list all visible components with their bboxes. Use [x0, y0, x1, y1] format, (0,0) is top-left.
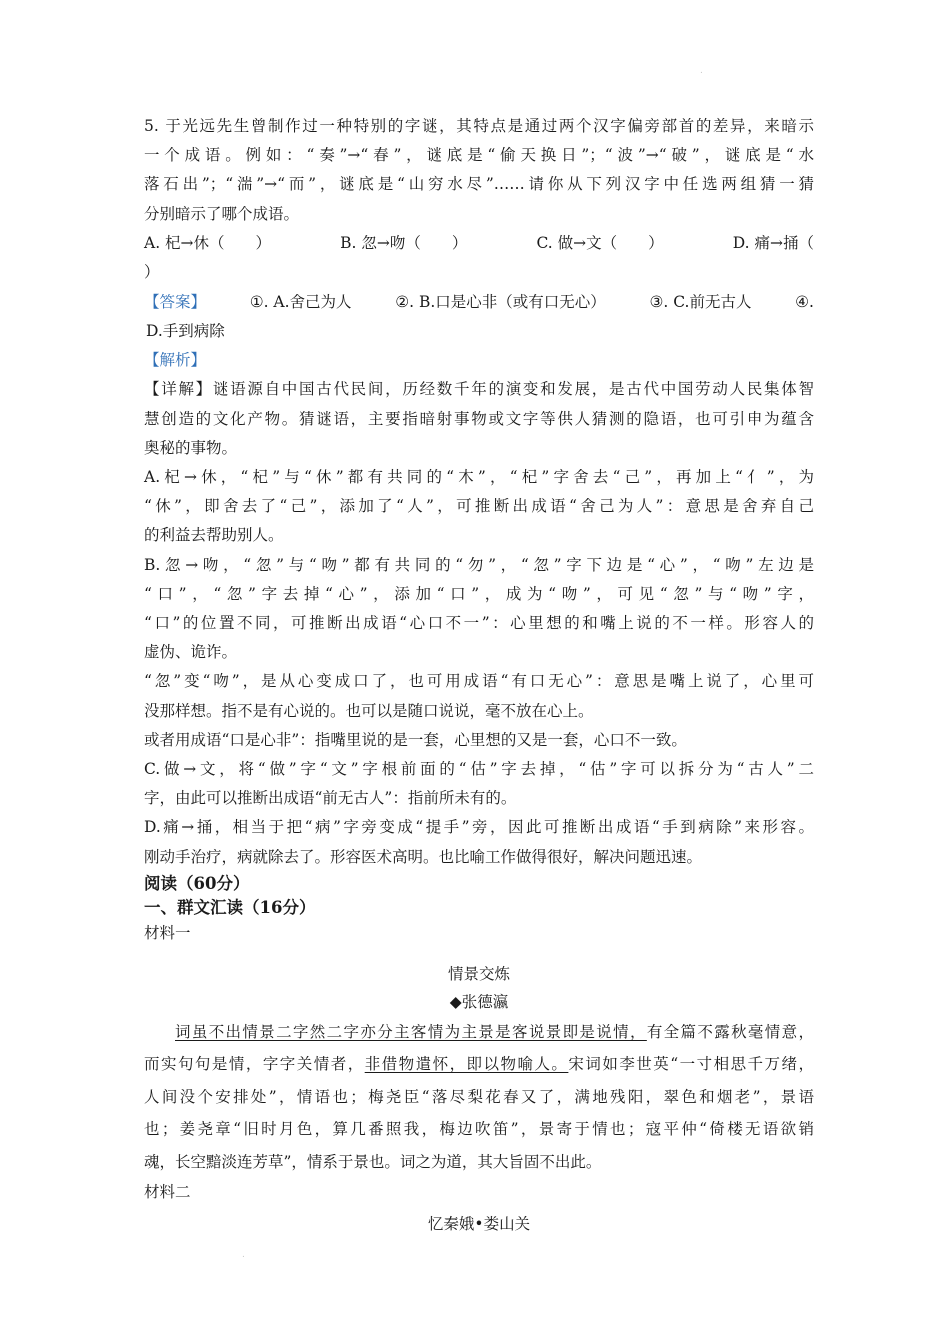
question-line: 落石出”；“湍”→“而”，谜底是“山穷水尽”……请你从下列汉字中任选两组猜一猜: [144, 175, 814, 194]
analysis-line: “休”，即舍去了“己”，添加了“人”，可推断出成语“舍己为人”：意思是舍弃自己: [144, 497, 814, 516]
answer-block: [144, 287, 814, 346]
analysis-line: B.忽→吻，“忽”与“吻”都有共同的“勿”，“忽”字下边是“心”，“吻”左边是: [144, 555, 814, 574]
analysis-line: 奥秘的事物。: [144, 438, 238, 457]
analysis-line: 没那样想。指不是有心说的。也可以是随口说说，毫不放在心上。: [144, 701, 594, 720]
question-line: 分别暗示了哪个成语。: [144, 204, 300, 223]
analysis-text: [144, 375, 814, 871]
page-content: [144, 112, 814, 1238]
question-line: 一个成语。例如：“奏”→“春”，谜底是“偷天换日”；“波”→“破”，谜底是“水: [144, 146, 814, 165]
analysis-line: D.痛→捅，相当于把“病”字旁变成“提手”旁，因此可推断出成语“手到病除”来形容。: [144, 818, 814, 837]
corner-mark: .: [242, 1250, 245, 1260]
analysis-line: “忽”变“吻”，是从心变成口了，也可用成语“有口无心”：意思是嘴上说了，心里可: [144, 672, 814, 691]
option-d: D. 痛→捅（: [732, 233, 814, 252]
answer-label: 【答案】: [144, 293, 207, 312]
part-heading: 一、群文汇读（16分）: [144, 897, 316, 917]
option-b: B. 忽→吻（ ）: [340, 233, 468, 252]
article-title: 情景交炼: [447, 964, 510, 983]
article-line: [144, 1048, 814, 1081]
poem-title: 忆秦娥•娄山关: [427, 1215, 531, 1234]
analysis-line: 虚伪、诡诈。: [144, 643, 238, 662]
article-text: 宋词如李世英“一寸相思千万绪，: [568, 1055, 814, 1074]
article-line: [144, 1016, 814, 1049]
question-options: [144, 229, 814, 258]
analysis-line: 的利益去帮助别人。: [144, 526, 284, 545]
analysis-line: 字，由此可以推断出成语“前无古人”：指前所未有的。: [144, 789, 517, 808]
article-text: 而实句句是情，字字关情者，: [144, 1055, 365, 1074]
option-a: A. 杞→休（ ）: [144, 233, 272, 252]
underlined-text: 词虽不出情景二字然二字亦分主客情为主景是客说景即是说情，: [175, 1022, 647, 1041]
analysis-label: 【解析】: [144, 351, 207, 370]
answer-item: ①. A.舍己为人: [249, 293, 352, 312]
article-author: ◆张德瀛: [449, 992, 509, 1011]
answer-item: ②. B.口是心非（或有口无心）: [395, 293, 606, 312]
article-line: 人间没个安排处”，情语也；梅尧臣“落尽梨花春又了，满地残阳，翠色和烟老”，景语: [144, 1087, 814, 1106]
analysis-line: A.杞→休，“杞”与“休”都有共同的“木”，“杞”字舍去“己”，再加上“亻”，为: [144, 468, 814, 487]
article-text: 有全篇不露秋毫情意，: [646, 1022, 814, 1041]
option-d-tail: ）: [144, 262, 160, 281]
option-c: C. 做→文（ ）: [536, 233, 664, 252]
analysis-line: “口”的位置不同，可推断出成语“心口不一”：心里想的和嘴上说的不一样。形容人的: [144, 614, 814, 633]
article-line: 也；姜尧章“旧时月色，算几番照我，梅边吹笛”，景寄于情也；寇平仲“倚楼无语欲销: [144, 1120, 814, 1139]
reading-section: [144, 872, 814, 1239]
article-line: 魂，长空黯淡连芳草”，情系于景也。词之为道，其大旨固不出此。: [144, 1152, 602, 1171]
analysis-line: 慧创造的文化产物。猜谜语，主要指暗射事物或文字等供人猜测的隐语，也可引申为蕴含: [144, 409, 814, 428]
answer-item: ③. C.前无古人: [649, 293, 752, 312]
analysis-line: C.做→文，将“做”字“文”字根前面的“估”字去掉，“估”字可以拆分为“古人”二: [144, 760, 814, 779]
question-line: 5. 于光远先生曾制作过一种特别的字谜，其特点是通过两个汉字偏旁部首的差异，来暗示: [144, 117, 814, 135]
answer-tail: D.手到病除: [146, 322, 225, 341]
material-2-label: 材料二: [144, 1183, 191, 1202]
analysis-line: “口”，“忽”字去掉“心”，添加“口”，成为“吻”，可见“忽”与“吻”字，: [144, 584, 814, 603]
analysis-line: 刚动手治疗，病就除去了。形容医术高明。也比喻工作做得很好，解决问题迅速。: [144, 847, 703, 866]
section-heading: 阅读（60分）: [144, 873, 250, 893]
analysis-line: 或者用成语“口是心非”：指嘴里说的是一套，心里想的又是一套，心口不一致。: [144, 730, 687, 749]
answer-row: [144, 287, 814, 317]
answer-item: ④.: [795, 293, 814, 312]
corner-mark: .: [700, 66, 703, 76]
analysis-block: [144, 346, 814, 872]
underlined-text: 非借物遣怀，即以物喻人。: [364, 1055, 569, 1074]
article-body: [144, 1016, 814, 1179]
material-1-label: 材料一: [144, 923, 191, 942]
question-5: [144, 112, 814, 287]
analysis-line: 【详解】谜语源自中国古代民间，历经数千年的演变和发展，是古代中国劳动人民集体智: [144, 380, 814, 399]
